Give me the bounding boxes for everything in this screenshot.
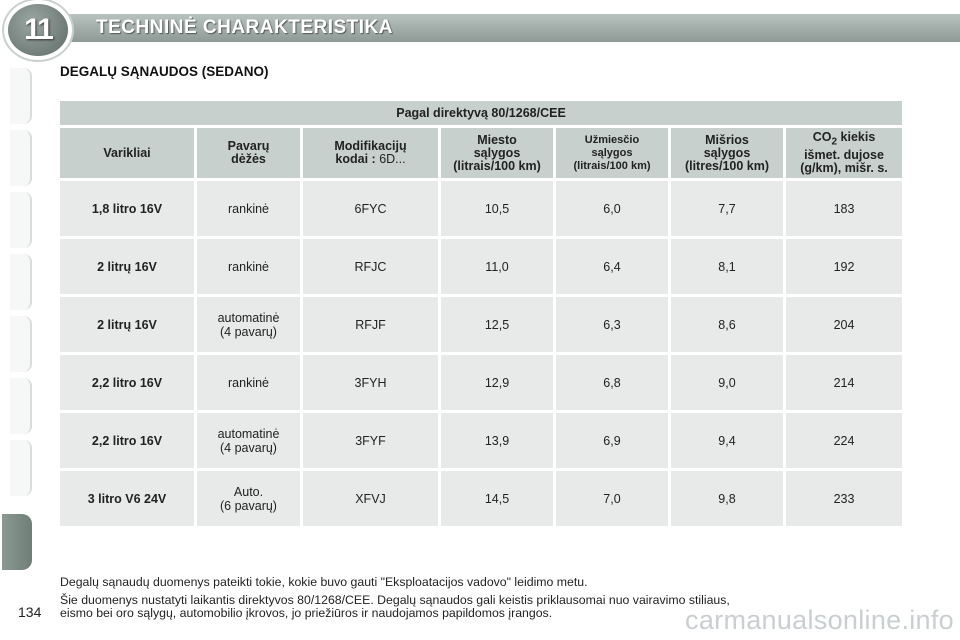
cell-co2: 214 bbox=[786, 355, 902, 410]
cell-extra-urban: 6,0 bbox=[556, 181, 668, 236]
cell-extra-urban: 6,9 bbox=[556, 413, 668, 468]
column-header-row bbox=[60, 128, 902, 178]
footnote: Degalų sąnaudų duomenys pateikti tokie, kokie buvo gauti "Eksploatacijos vadovo" leidimo metu. bbox=[60, 575, 588, 589]
col-extra-urban: Užmiesčio sąlygos (litrais/100 km) bbox=[556, 128, 668, 178]
cell-engine: 2 litrų 16V bbox=[60, 297, 194, 352]
cell-code: 6FYC bbox=[303, 181, 438, 236]
directive-header: Pagal direktyvą 80/1268/CEE bbox=[60, 101, 902, 125]
cell-extra-urban: 6,3 bbox=[556, 297, 668, 352]
chapter-badge bbox=[8, 4, 68, 56]
cell-urban: 12,5 bbox=[441, 297, 553, 352]
col-codes: Modifikacijų kodai : 6D... bbox=[303, 128, 438, 178]
cell-gearbox: Auto. (6 pavarų) bbox=[197, 471, 300, 526]
table-row bbox=[60, 413, 902, 468]
cell-mixed: 7,7 bbox=[671, 181, 783, 236]
col-urban: Miesto sąlygos (litrais/100 km) bbox=[441, 128, 553, 178]
table-row bbox=[60, 355, 902, 410]
cell-gearbox: automatinė (4 pavarų) bbox=[197, 297, 300, 352]
cell-urban: 12,9 bbox=[441, 355, 553, 410]
cell-urban: 14,5 bbox=[441, 471, 553, 526]
cell-code: 3FYH bbox=[303, 355, 438, 410]
cell-code: XFVJ bbox=[303, 471, 438, 526]
cell-extra-urban: 6,8 bbox=[556, 355, 668, 410]
cell-code: RFJF bbox=[303, 297, 438, 352]
cell-engine: 3 litro V6 24V bbox=[60, 471, 194, 526]
chapter-tab[interactable] bbox=[10, 440, 32, 496]
watermark: carmanualsonline.info bbox=[685, 605, 954, 635]
table-row bbox=[60, 239, 902, 294]
table-row bbox=[60, 471, 902, 526]
chapter-tab[interactable] bbox=[10, 68, 32, 124]
col-gearbox: Pavarų dėžės bbox=[197, 128, 300, 178]
chapter-title: TECHNINĖ CHARAKTERISTIKA bbox=[96, 17, 393, 38]
page-number: 134 bbox=[18, 604, 42, 620]
cell-urban: 10,5 bbox=[441, 181, 553, 236]
chapter-tabs bbox=[0, 60, 34, 580]
chapter-header bbox=[0, 0, 960, 56]
cell-engine: 2,2 litro 16V bbox=[60, 413, 194, 468]
cell-co2: 224 bbox=[786, 413, 902, 468]
cell-co2: 192 bbox=[786, 239, 902, 294]
chapter-tab[interactable] bbox=[10, 316, 32, 372]
cell-urban: 13,9 bbox=[441, 413, 553, 468]
cell-extra-urban: 6,4 bbox=[556, 239, 668, 294]
chapter-tab[interactable] bbox=[10, 378, 32, 434]
cell-engine: 2,2 litro 16V bbox=[60, 355, 194, 410]
fuel-consumption-table bbox=[57, 98, 905, 529]
cell-gearbox: rankinė bbox=[197, 355, 300, 410]
cell-gearbox: automatinė (4 pavarų) bbox=[197, 413, 300, 468]
cell-urban: 11,0 bbox=[441, 239, 553, 294]
col-mixed: Mišrios sąlygos (litres/100 km) bbox=[671, 128, 783, 178]
chapter-number: 11 bbox=[24, 13, 52, 46]
cell-co2: 204 bbox=[786, 297, 902, 352]
col-co2: $CO_2$ kiekis išmet. dujose (g/km), mišr. s. bbox=[786, 128, 902, 178]
cell-mixed: 9,0 bbox=[671, 355, 783, 410]
table-row bbox=[60, 181, 902, 236]
table-row bbox=[60, 297, 902, 352]
footnote: Šie duomenys nustatyti laikantis direktyvos 80/1268/CEE. Degalų sąnaudos gali keistis priklausomai nuo vairavimo stiliaus, bbox=[60, 593, 730, 607]
cell-gearbox: rankinė bbox=[197, 181, 300, 236]
chapter-tab-active[interactable] bbox=[2, 514, 32, 570]
cell-mixed: 8,6 bbox=[671, 297, 783, 352]
footnote: eismo bei oro sąlygų, automobilio įkrovos, jo priežiūros ir naudojamos papildomos įrangos. bbox=[60, 606, 553, 620]
section-title: DEGALŲ SĄNAUDOS (SEDANO) bbox=[60, 64, 269, 79]
cell-mixed: 9,4 bbox=[671, 413, 783, 468]
cell-mixed: 9,8 bbox=[671, 471, 783, 526]
cell-co2: 233 bbox=[786, 471, 902, 526]
cell-code: RFJC bbox=[303, 239, 438, 294]
cell-co2: 183 bbox=[786, 181, 902, 236]
col-engine: Varikliai bbox=[60, 128, 194, 178]
cell-engine: 2 litrų 16V bbox=[60, 239, 194, 294]
cell-mixed: 8,1 bbox=[671, 239, 783, 294]
chapter-tab[interactable] bbox=[10, 192, 32, 248]
cell-gearbox: rankinė bbox=[197, 239, 300, 294]
cell-extra-urban: 7,0 bbox=[556, 471, 668, 526]
chapter-tab[interactable] bbox=[10, 254, 32, 310]
cell-engine: 1,8 litro 16V bbox=[60, 181, 194, 236]
cell-code: 3FYF bbox=[303, 413, 438, 468]
chapter-tab[interactable] bbox=[10, 130, 32, 186]
